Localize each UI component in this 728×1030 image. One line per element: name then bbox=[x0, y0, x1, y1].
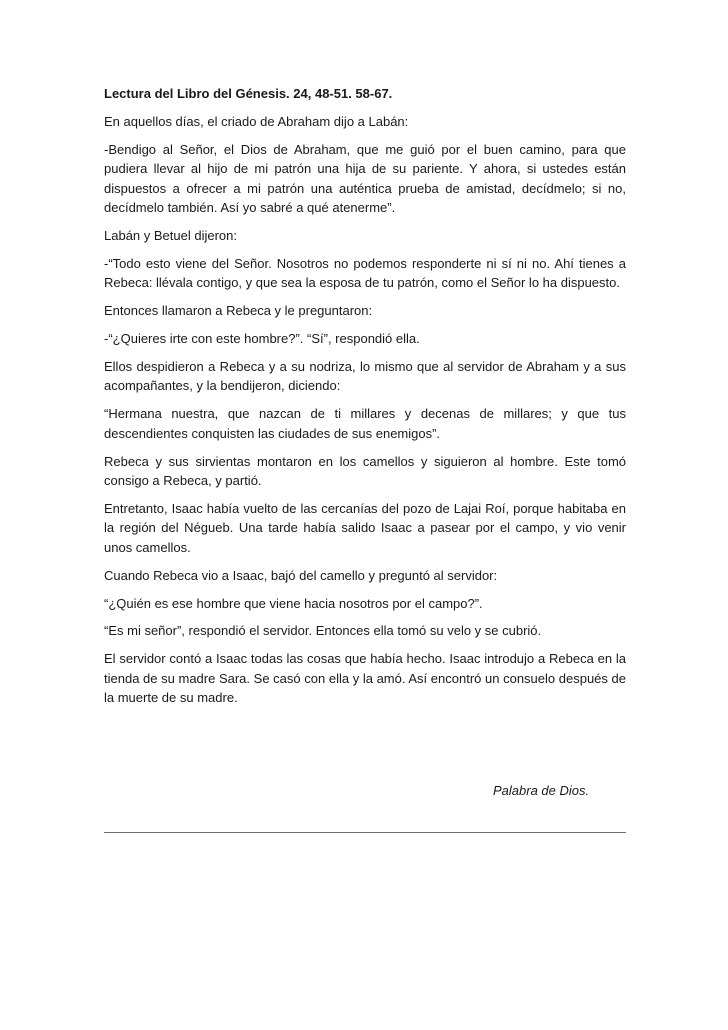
footer-divider bbox=[104, 832, 626, 833]
paragraph: En aquellos días, el criado de Abraham dijo a Labán: bbox=[104, 113, 409, 129]
paragraph: Labán y Betuel dijeron: bbox=[104, 227, 237, 243]
paragraph: -Bendigo al Señor, el Dios de Abraham, que me guió por el buen camino, para que pudiera llevar al hijo de mi patrón una hija de su pariente. Y ahora, si ustedes están dispuestos a ofrecer a mi patrón una auténtica prueba de amistad, decídmelo; si no, decídmelo también. Así yo sabré a qué atenerme”. bbox=[104, 141, 626, 216]
paragraph: Ellos despidieron a Rebeca y a su nodriza, lo mismo que al servidor de Abraham y a sus acompañantes, y la bendijeron, diciendo: bbox=[104, 358, 626, 394]
paragraph: Rebeca y sus sirvientas montaron en los camellos y siguieron al hombre. Este tomó consigo a Rebeca, y partió. bbox=[104, 453, 626, 488]
document-body bbox=[104, 84, 626, 798]
paragraph: Entonces llamaron a Rebeca y le preguntaron: bbox=[104, 303, 373, 319]
paragraph: “Es mi señor”, respondió el servidor. Entonces ella tomó su velo y se cubrió. bbox=[104, 623, 542, 639]
reading-title: Lectura del Libro del Génesis. 24, 48-51. 58-67. bbox=[104, 86, 393, 101]
paragraph: Entretanto, Isaac había vuelto de las cercanías del pozo de Lajai Roí, porque habitaba en la región del Négueb. Una tarde había salido Isaac a pasear por el campo, y vio venir unos camellos. bbox=[104, 500, 626, 555]
paragraph: “¿Quién es ese hombre que viene hacia nosotros por el campo?”. bbox=[104, 595, 483, 611]
paragraph: Cuando Rebeca vio a Isaac, bajó del camello y preguntó al servidor: bbox=[104, 567, 498, 583]
paragraph: -“¿Quieres irte con este hombre?”. “Sí”, respondió ella. bbox=[104, 331, 420, 347]
closing-acclamation: Palabra de Dios. bbox=[493, 783, 590, 798]
paragraph: “Hermana nuestra, que nazcan de ti millares y decenas de millares; y que tus descendientes conquisten las ciudades de sus enemigos”. bbox=[104, 406, 626, 441]
paragraph: El servidor contó a Isaac todas las cosas que había hecho. Isaac introdujo a Rebeca en la tienda de su madre Sara. Se casó con ella y la amó. Así encontró un consuelo después de la muerte de su madre. bbox=[104, 651, 626, 706]
paragraph: -“Todo esto viene del Señor. Nosotros no podemos responderte ni sí ni no. Ahí tienes a Rebeca: llévala contigo, y que sea la esposa de tu patrón, como el Señor lo ha dispuesto. bbox=[104, 255, 626, 291]
